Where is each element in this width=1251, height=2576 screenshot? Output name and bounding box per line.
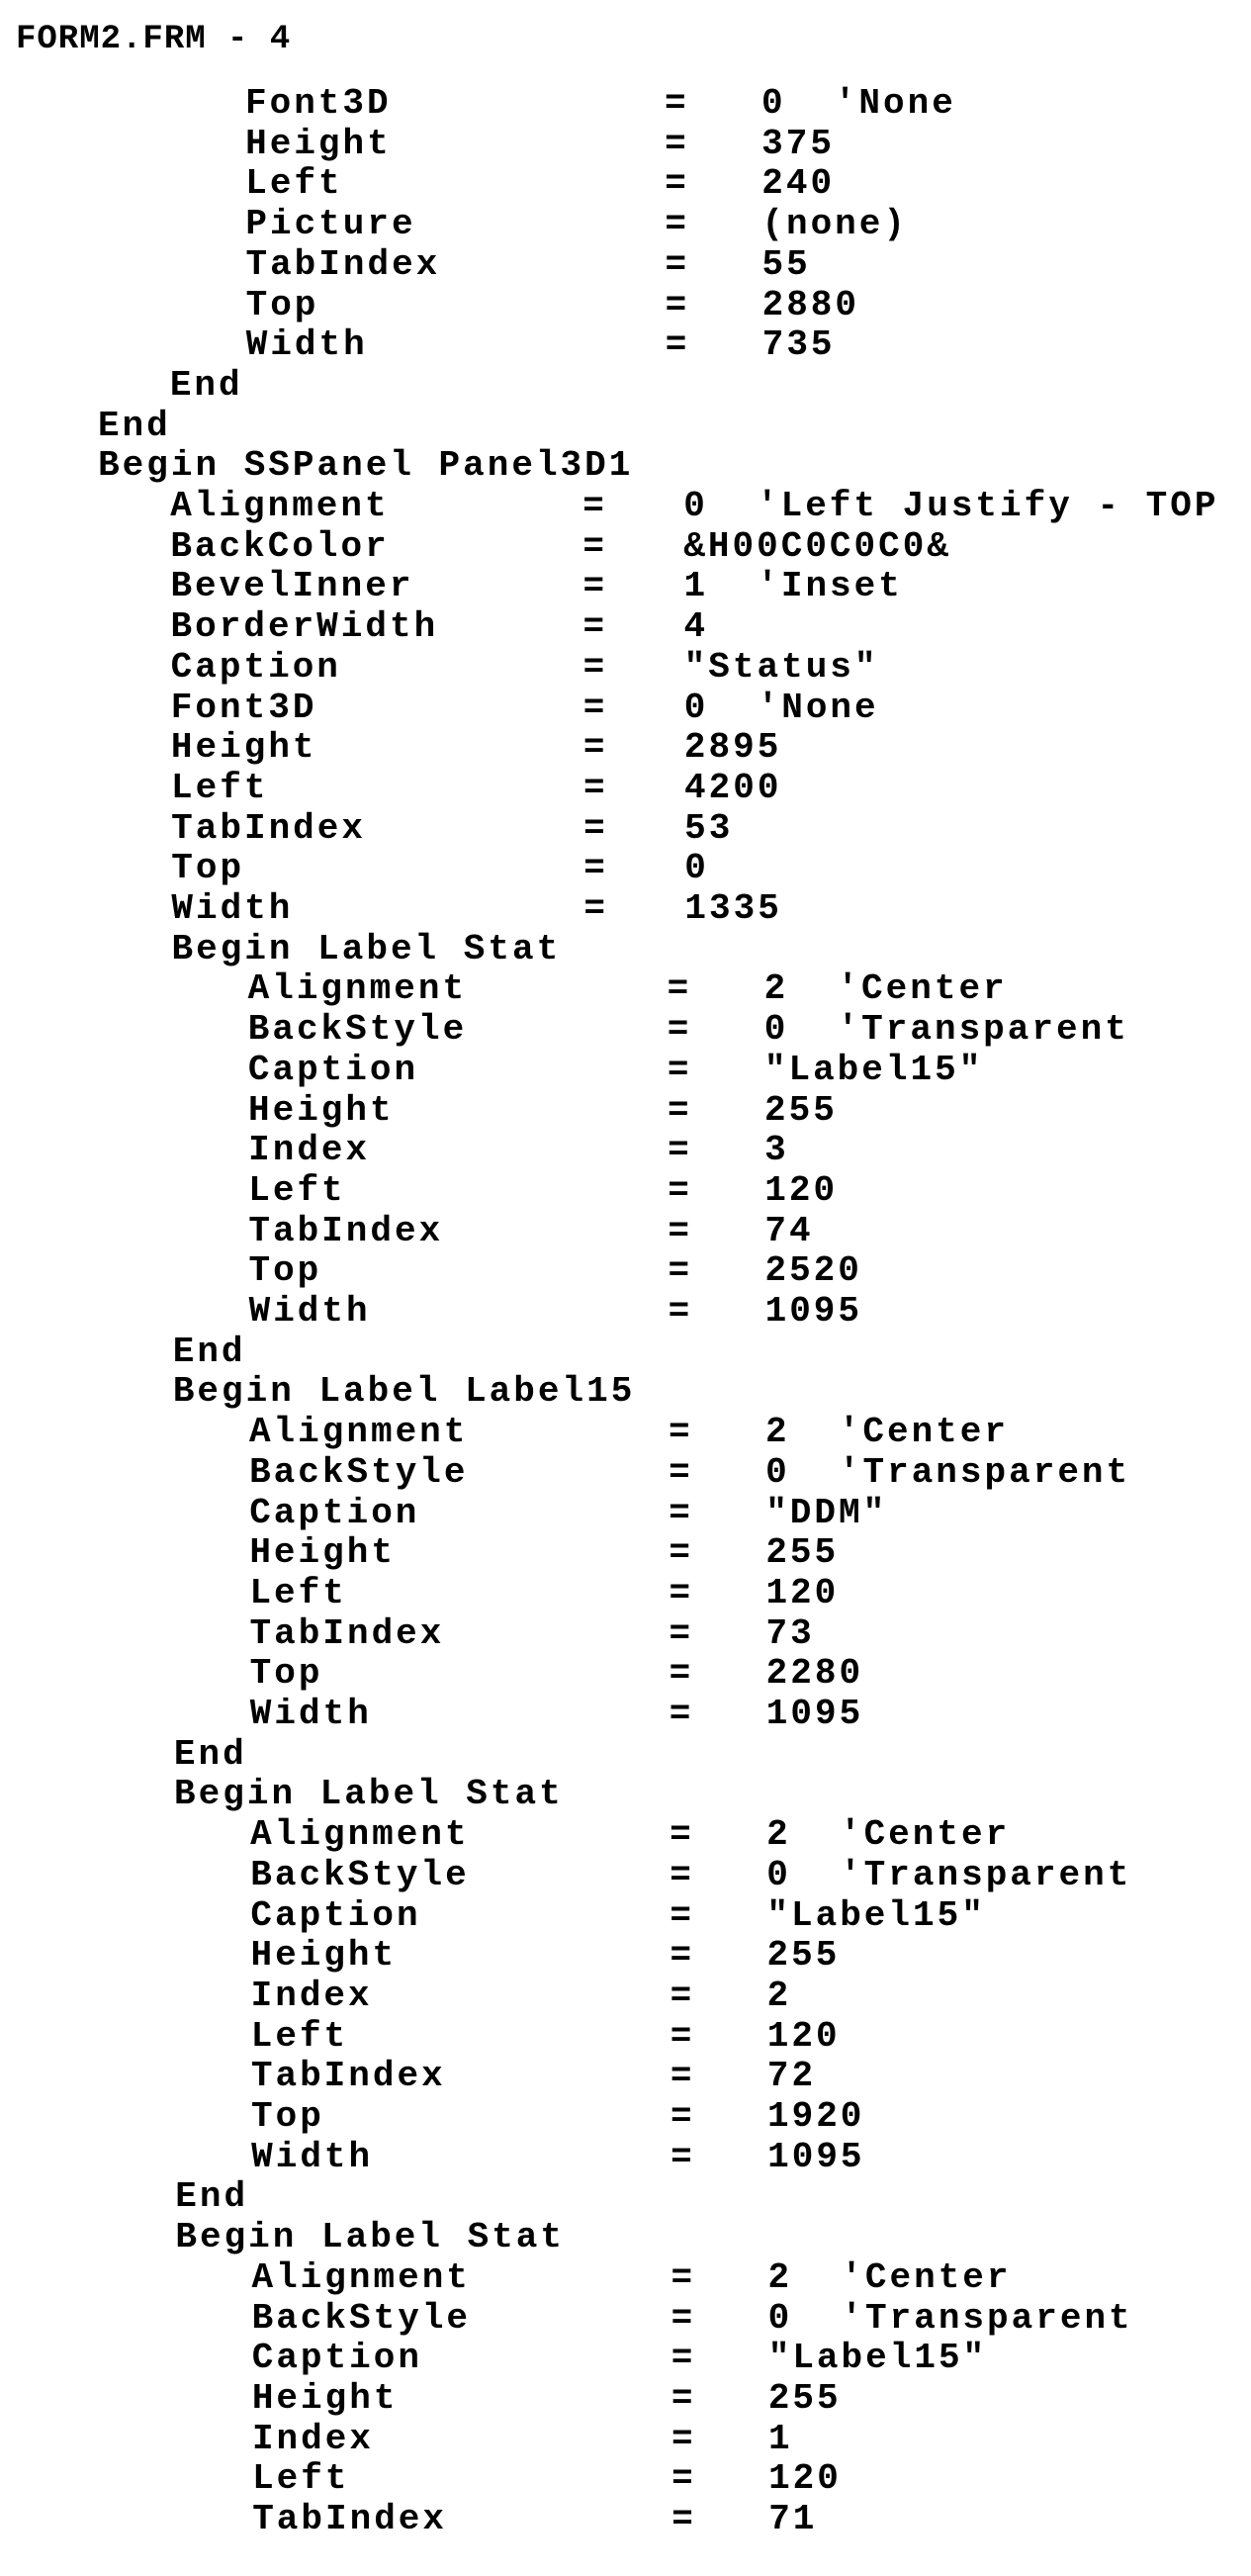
equals-sign: =	[669, 1453, 693, 1493]
property-value: "DDM"	[765, 1494, 887, 1533]
property-name: TabIndex	[171, 809, 366, 849]
property-value: 1 'Inset	[683, 567, 902, 606]
property-value: 0 'Transparent	[765, 1453, 1130, 1493]
property-value: 1095	[766, 1695, 863, 1734]
property-value: 2	[767, 1977, 792, 2016]
equals-sign: =	[665, 125, 689, 164]
equals-sign: =	[669, 1533, 693, 1573]
equals-sign: =	[583, 648, 608, 688]
property-name: BorderWidth	[171, 607, 439, 647]
equals-sign: =	[670, 1695, 694, 1734]
equals-sign: =	[669, 1292, 693, 1332]
equals-sign: =	[668, 1010, 692, 1050]
property-value: (none)	[761, 205, 908, 244]
equals-sign: =	[582, 567, 607, 606]
equals-sign: =	[583, 769, 608, 808]
property-name: Left	[251, 2017, 348, 2057]
property-value: 255	[765, 1533, 839, 1573]
equals-sign: =	[670, 1654, 694, 1694]
equals-sign: =	[583, 849, 608, 888]
equals-sign: =	[668, 1051, 692, 1090]
property-value: 1095	[765, 1292, 862, 1332]
property-name: Top	[251, 2097, 324, 2137]
property-name: Left	[245, 164, 342, 204]
property-value: 255	[764, 1091, 838, 1131]
equals-sign: =	[671, 2379, 696, 2419]
property-name: Height	[251, 1936, 398, 1976]
property-name: Left	[249, 1574, 346, 1613]
equals-sign: =	[582, 487, 607, 526]
equals-sign: =	[670, 1936, 695, 1976]
property-name: BackStyle	[252, 2299, 471, 2339]
equals-sign: =	[671, 2500, 696, 2539]
equals-sign: =	[669, 1494, 693, 1533]
equals-sign: =	[671, 2420, 696, 2459]
property-value: 255	[767, 1936, 841, 1976]
property-value: 2 'Center	[766, 1815, 1010, 1855]
equals-sign: =	[668, 1212, 692, 1251]
property-name: Left	[248, 1171, 345, 1211]
property-name: Left	[252, 2459, 349, 2499]
end-statement: End	[98, 407, 171, 446]
property-value: "Label15"	[766, 1896, 985, 1936]
property-name: TabIndex	[245, 245, 440, 285]
equals-sign: =	[666, 286, 690, 325]
property-name: Index	[248, 1131, 370, 1170]
property-name: BackStyle	[250, 1856, 469, 1895]
equals-sign: =	[670, 2097, 695, 2137]
property-name: Picture	[245, 205, 415, 244]
property-name: Caption	[248, 1051, 418, 1090]
property-value: 3	[764, 1131, 789, 1170]
property-value: 2520	[764, 1251, 861, 1291]
property-value: 2280	[766, 1654, 863, 1694]
property-name: Height	[171, 728, 317, 768]
property-value: 1920	[767, 2097, 864, 2137]
equals-sign: =	[668, 969, 692, 1009]
page-title: FORM2.FRM - 4	[16, 20, 291, 59]
property-value: 55	[761, 245, 810, 285]
equals-sign: =	[670, 1896, 694, 1936]
property-name: Width	[171, 889, 293, 929]
property-name: TabIndex	[251, 2057, 446, 2096]
property-name: Alignment	[250, 1815, 469, 1855]
property-name: Alignment	[248, 969, 467, 1009]
property-name: Width	[251, 2138, 373, 2177]
property-value: 1095	[767, 2138, 864, 2177]
property-value: 0	[684, 849, 709, 888]
begin-statement: Begin Label Stat	[175, 2218, 565, 2257]
property-name: Width	[249, 1292, 371, 1332]
property-value: "Status"	[684, 648, 879, 688]
equals-sign: =	[665, 245, 689, 285]
end-statement: End	[170, 366, 243, 406]
equals-sign: =	[670, 2057, 695, 2096]
equals-sign: =	[665, 84, 689, 124]
property-value: 1	[768, 2420, 793, 2459]
property-value: 0 'Transparent	[766, 1856, 1131, 1895]
property-name: Index	[251, 1977, 373, 2016]
property-name: Caption	[249, 1494, 419, 1533]
property-name: Left	[171, 769, 268, 808]
begin-statement: Begin Label Stat	[174, 1775, 564, 1814]
property-value: 2 'Center	[764, 969, 1008, 1009]
property-value: 120	[764, 1171, 838, 1211]
property-name: TabIndex	[250, 1614, 445, 1654]
equals-sign: =	[671, 2299, 696, 2339]
property-name: Height	[249, 1533, 396, 1573]
equals-sign: =	[668, 1171, 692, 1211]
property-value: 2 'Center	[767, 2258, 1011, 2298]
property-value: 4200	[684, 769, 781, 808]
property-value: 120	[768, 2459, 842, 2499]
property-name: BackColor	[170, 527, 389, 567]
equals-sign: =	[668, 1251, 692, 1291]
end-statement: End	[174, 1735, 247, 1775]
property-name: Top	[171, 849, 244, 888]
equals-sign: =	[582, 527, 607, 567]
property-name: Alignment	[249, 1413, 468, 1452]
begin-statement: Begin SSPanel Panel3D1	[98, 446, 633, 486]
property-value: 0 'Left Justify - TOP	[683, 487, 1218, 526]
property-value: 0 'None	[684, 689, 879, 728]
property-name: Font3D	[245, 84, 392, 124]
property-value: 0 'None	[761, 84, 956, 124]
property-name: Top	[246, 286, 319, 325]
equals-sign: =	[671, 2339, 696, 2378]
property-value: 255	[768, 2379, 842, 2419]
equals-sign: =	[665, 205, 689, 244]
property-name: BevelInner	[170, 567, 413, 606]
equals-sign: =	[670, 1977, 695, 2016]
property-name: BackStyle	[249, 1453, 468, 1493]
property-value: 4	[684, 607, 709, 647]
equals-sign: =	[668, 1131, 692, 1170]
property-value: &H00C0C0C0&	[683, 527, 951, 567]
begin-statement: Begin Label Stat	[172, 930, 562, 969]
property-name: Top	[250, 1654, 323, 1694]
property-value: 240	[761, 164, 835, 204]
property-value: 53	[684, 809, 733, 849]
equals-sign: =	[583, 889, 608, 929]
property-value: 0 'Transparent	[764, 1010, 1129, 1050]
property-value: 2 'Center	[765, 1413, 1009, 1452]
property-name: Caption	[171, 648, 341, 688]
property-value: 73	[766, 1614, 815, 1654]
property-value: 2895	[684, 728, 781, 768]
property-name: Caption	[252, 2339, 422, 2378]
begin-statement: Begin Label Label15	[173, 1372, 635, 1412]
property-value: "Label15"	[768, 2339, 987, 2378]
property-name: Alignment	[251, 2258, 470, 2298]
property-value: 71	[768, 2500, 817, 2539]
property-name: Width	[246, 325, 368, 365]
property-value: 120	[767, 2017, 841, 2057]
equals-sign: =	[665, 164, 689, 204]
property-name: Alignment	[170, 487, 389, 526]
equals-sign: =	[583, 689, 608, 728]
equals-sign: =	[671, 2459, 696, 2499]
property-value: 2880	[762, 286, 859, 325]
equals-sign: =	[668, 1091, 692, 1131]
property-name: TabIndex	[252, 2500, 447, 2539]
property-name: BackStyle	[248, 1010, 467, 1050]
property-value: 375	[761, 125, 835, 164]
equals-sign: =	[583, 809, 608, 849]
property-value: 74	[764, 1212, 813, 1251]
property-value: 0 'Transparent	[768, 2299, 1133, 2339]
equals-sign: =	[670, 1614, 694, 1654]
property-name: TabIndex	[248, 1212, 443, 1251]
property-name: Index	[252, 2420, 374, 2459]
equals-sign: =	[583, 728, 608, 768]
property-name: Height	[252, 2379, 399, 2419]
equals-sign: =	[669, 1574, 693, 1613]
property-name: Height	[245, 125, 392, 164]
property-value: 72	[767, 2057, 816, 2096]
equals-sign: =	[670, 2258, 695, 2298]
property-name: Top	[248, 1251, 321, 1291]
end-statement: End	[173, 1333, 246, 1372]
equals-sign: =	[670, 1815, 694, 1855]
property-name: Height	[248, 1091, 395, 1131]
property-value: 120	[765, 1574, 839, 1613]
equals-sign: =	[669, 1413, 693, 1452]
property-value: 1335	[684, 889, 781, 929]
end-statement: End	[175, 2177, 248, 2217]
property-value: 735	[762, 325, 836, 365]
equals-sign: =	[583, 607, 608, 647]
equals-sign: =	[670, 2017, 695, 2057]
equals-sign: =	[666, 325, 690, 365]
property-name: Width	[250, 1695, 372, 1734]
equals-sign: =	[670, 2138, 695, 2177]
property-name: Caption	[250, 1896, 420, 1936]
equals-sign: =	[670, 1856, 694, 1895]
property-value: "Label15"	[764, 1051, 983, 1090]
property-name: Font3D	[171, 689, 317, 728]
